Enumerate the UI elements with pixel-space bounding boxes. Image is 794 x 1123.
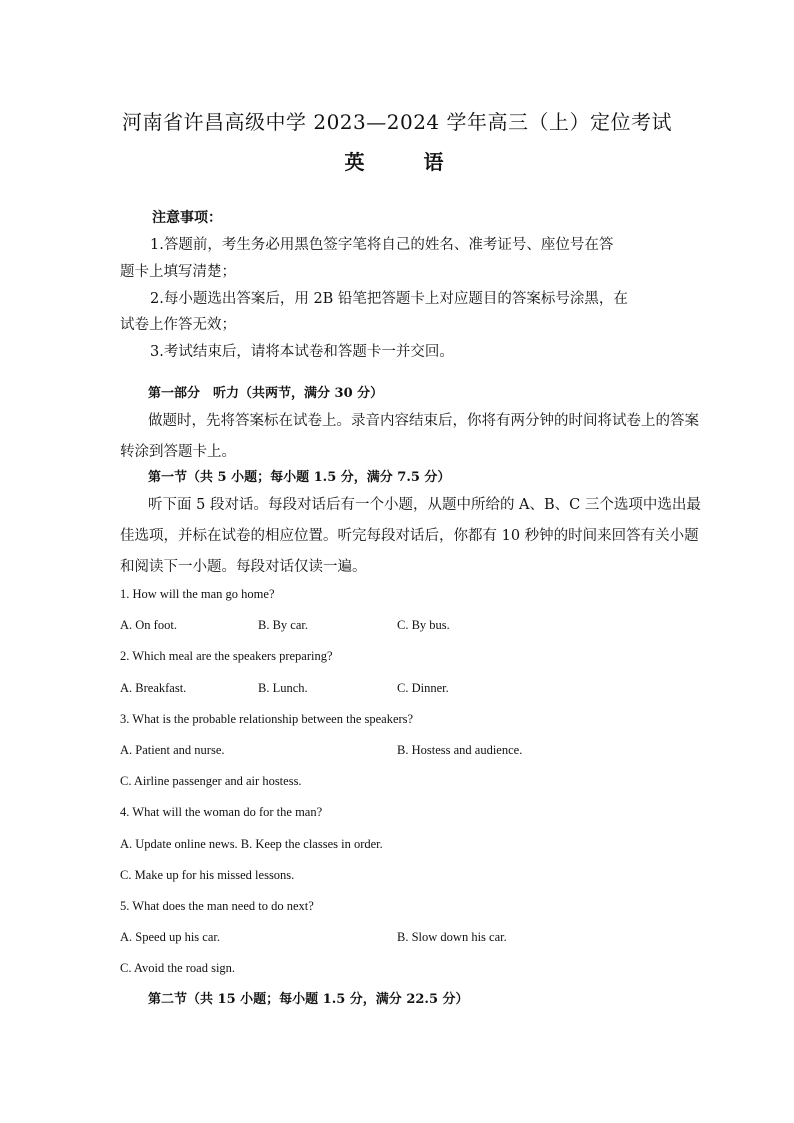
question-5: 5. What does the man need to do next? — [120, 899, 314, 913]
question-3-option-b: B. Hostess and audience. — [397, 743, 523, 757]
question-4-option-c: C. Make up for his missed lessons. — [120, 868, 295, 882]
question-5-option-a: A. Speed up his car. — [120, 930, 220, 944]
question-3-option-a: A. Patient and nurse. — [120, 743, 225, 757]
question-2: 2. Which meal are the speakers preparing? — [120, 649, 333, 663]
notice-item-3: 3.考试结束后，请将本试卷和答题卡一并交回。 — [150, 344, 454, 360]
part-1-intro-line-1: 做题时，先将答案标在试卷上。录音内容结束后，你将有两分钟的时间将试卷上的答案 — [148, 413, 699, 429]
question-3: 3. What is the probable relationship between the speakers? — [120, 712, 414, 726]
notice-item-2-line-2: 试卷上作答无效； — [120, 317, 236, 333]
question-1-option-b: B. By car. — [258, 618, 308, 632]
question-2-option-b: B. Lunch. — [258, 681, 308, 695]
question-2-option-a: A. Breakfast. — [120, 681, 187, 695]
question-1-option-c: C. By bus. — [397, 618, 450, 632]
section-1-instruction-line-2: 佳选项，并标在试卷的相应位置。听完每段对话后，你都有 10 秒钟的时间来回答有关小题 — [120, 528, 699, 544]
question-5-option-c: C. Avoid the road sign. — [120, 961, 236, 975]
question-4: 4. What will the woman do for the man? — [120, 805, 323, 819]
section-1-heading: 第一节（共 5 小题；每小题 1.5 分，满分 7.5 分） — [148, 470, 451, 485]
part-1-heading: 第一部分 听力（共两节，满分 30 分） — [148, 386, 384, 401]
subject-title: 英 语 — [344, 150, 470, 174]
notice-heading: 注意事项： — [152, 210, 222, 226]
section-2-heading: 第二节（共 15 小题；每小题 1.5 分，满分 22.5 分） — [148, 992, 469, 1007]
section-1-instruction-line-3: 和阅读下一小题。每段对话仅读一遍。 — [120, 559, 367, 575]
question-2-option-c: C. Dinner. — [397, 681, 449, 695]
part-1-intro-line-2: 转涂到答题卡上。 — [120, 444, 236, 460]
exam-title: 河南省许昌高级中学 2023—2024 学年高三（上）定位考试 — [121, 110, 672, 134]
question-3-option-c: C. Airline passenger and air hostess. — [120, 774, 302, 788]
question-1-option-a: A. On foot. — [120, 618, 177, 632]
question-4-options-a-b: A. Update online news. B. Keep the classes in order. — [120, 837, 383, 851]
question-1: 1. How will the man go home? — [120, 587, 275, 601]
notice-item-2-line-1: 2.每小题选出答案后，用 2B 铅笔把答题卡上对应题目的答案标号涂黑，在 — [150, 291, 628, 307]
question-5-option-b: B. Slow down his car. — [397, 930, 507, 944]
notice-item-1-line-1: 1.答题前，考生务必用黑色签字笔将自己的姓名、准考证号、座位号在答 — [150, 237, 614, 253]
notice-item-1-line-2: 题卡上填写清楚； — [120, 264, 236, 280]
section-1-instruction-line-1: 听下面 5 段对话。每段对话后有一个小题，从题中所给的 A、B、C 三个选项中选出最 — [148, 497, 701, 513]
